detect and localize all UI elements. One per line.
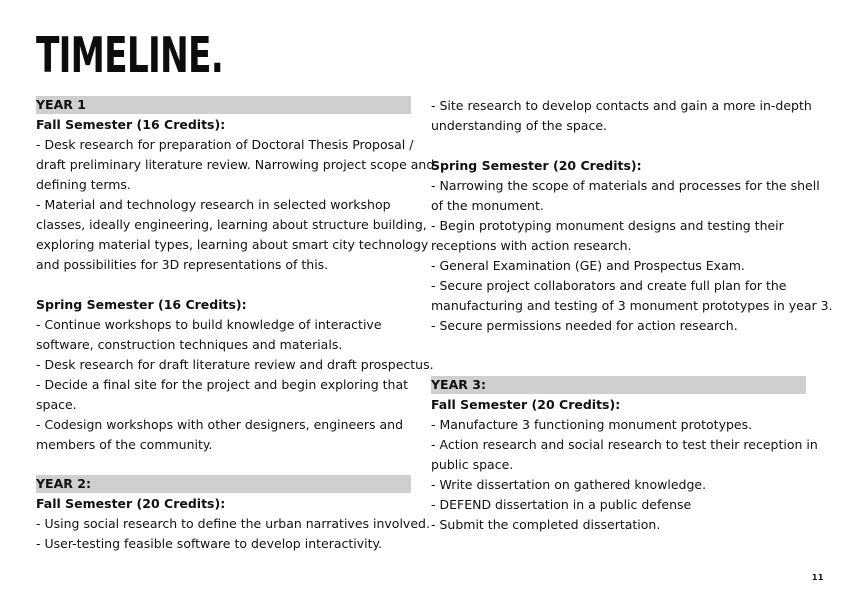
text-line: - Action research and social research to test their reception in — [431, 437, 818, 452]
text-line: and possibilities for 3D representations of this. — [36, 257, 329, 272]
page-number: 11 — [811, 573, 824, 582]
right-column — [431, 96, 833, 535]
text-line: members of the community. — [36, 437, 213, 452]
year-3-fall-body — [431, 415, 818, 535]
text-line: - Decide a final site for the project and begin exploring that — [36, 377, 409, 392]
text-line: of the monument. — [431, 198, 544, 213]
text-line: understanding of the space. — [431, 118, 607, 133]
text-line: public space. — [431, 457, 514, 472]
text-line: space. — [36, 397, 77, 412]
text-line: manufacturing and testing of 3 monument prototypes in year 3. — [431, 298, 833, 313]
year-2-spring-heading: Spring Semester (20 Credits): — [431, 158, 642, 173]
text-line: - Narrowing the scope of materials and processes for the shell — [431, 178, 820, 193]
text-line: - Codesign workshops with other designers, engineers and — [36, 417, 404, 432]
year-3-fall-heading: Fall Semester (20 Credits): — [431, 397, 621, 412]
year-2-header: YEAR 2: — [36, 475, 411, 493]
year-2-fall-heading: Fall Semester (20 Credits): — [36, 496, 226, 511]
text-line: - Secure permissions needed for action research. — [431, 318, 738, 333]
text-line: - Manufacture 3 functioning monument prototypes. — [431, 417, 753, 432]
text-line: - Material and technology research in selected workshop — [36, 197, 391, 212]
year-3-header: YEAR 3: — [431, 376, 806, 394]
spacer — [431, 336, 806, 376]
year-1-header: YEAR 1 — [36, 96, 411, 114]
text-line: - General Examination (GE) and Prospectus Exam. — [431, 258, 745, 273]
text-line: exploring material types, learning about smart city technology — [36, 237, 429, 252]
text-line: - Using social research to define the urban narratives involved. — [36, 516, 430, 531]
spacer — [431, 136, 806, 156]
text-line: - Site research to develop contacts and gain a more in-depth — [431, 98, 812, 113]
text-line: software, construction techniques and materials. — [36, 337, 343, 352]
year-1-spring-heading: Spring Semester (16 Credits): — [36, 297, 247, 312]
spacer — [36, 275, 411, 295]
year-1-fall-body — [36, 135, 435, 275]
text-line: - Desk research for preparation of Doctoral Thesis Proposal / — [36, 137, 414, 152]
text-line: - Begin prototyping monument designs and testing their — [431, 218, 784, 233]
year-2-spring-body — [431, 176, 833, 336]
page-title: TIMELINE. — [36, 27, 223, 84]
year-2-fall-body — [36, 514, 430, 554]
text-line: - Submit the completed dissertation. — [431, 517, 661, 532]
year-2-fall-continued — [431, 96, 812, 136]
left-column — [36, 96, 435, 554]
year-1-spring-body — [36, 315, 434, 455]
text-line: - Secure project collaborators and create full plan for the — [431, 278, 787, 293]
text-line: receptions with action research. — [431, 238, 632, 253]
text-line: - Desk research for draft literature review and draft prospectus. — [36, 357, 434, 372]
text-line: defining terms. — [36, 177, 131, 192]
text-line: - Continue workshops to build knowledge of interactive — [36, 317, 382, 332]
text-line: classes, ideally engineering, learning about structure building, — [36, 217, 427, 232]
text-line: - Write dissertation on gathered knowledge. — [431, 477, 707, 492]
text-line: draft preliminary literature review. Narrowing project scope and — [36, 157, 435, 172]
spacer — [36, 455, 411, 475]
text-line: - DEFEND dissertation in a public defense — [431, 497, 692, 512]
year-1-fall-heading: Fall Semester (16 Credits): — [36, 117, 226, 132]
text-line: - User-testing feasible software to develop interactivity. — [36, 536, 383, 551]
